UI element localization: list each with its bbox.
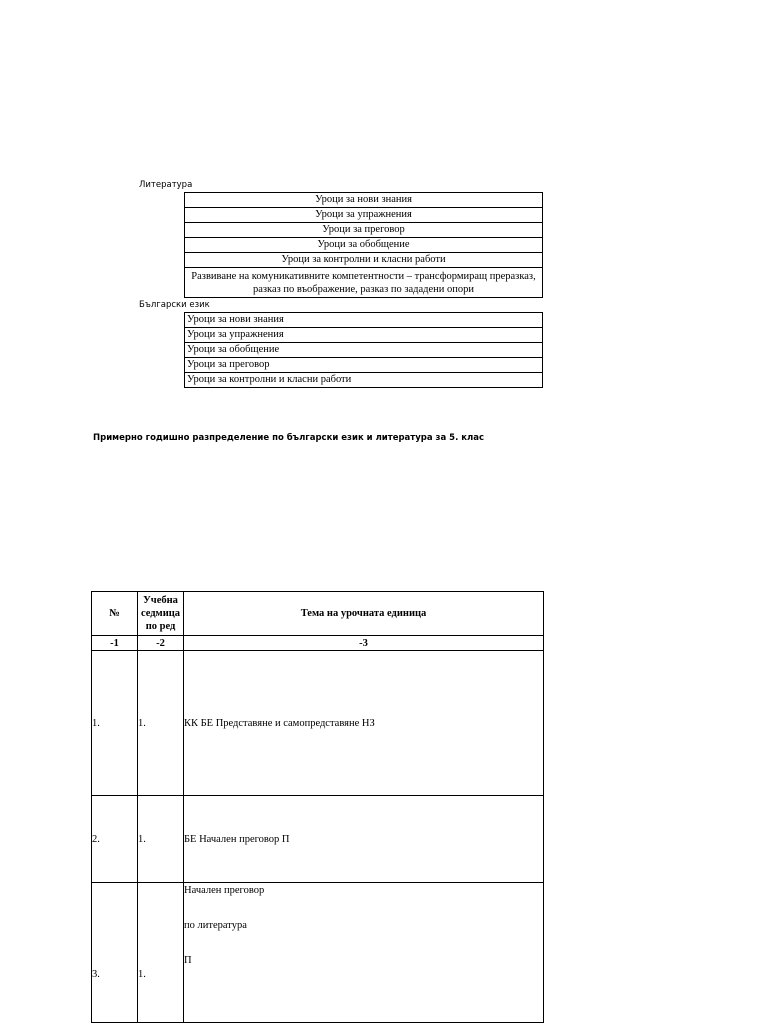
document-title: Примерно годишно разпределение по български език и литература за 5. клас: [93, 433, 485, 443]
literature-item: Уроци за преговор: [185, 223, 543, 238]
table-row: [92, 651, 544, 796]
table-row: [92, 796, 544, 883]
language-item: Уроци за упражнения: [185, 328, 543, 343]
table-row: [92, 883, 544, 1023]
language-item: Уроци за преговор: [185, 358, 543, 373]
column-number: -3: [184, 636, 544, 651]
topic-line: по литература: [184, 920, 247, 931]
row-week: 1.: [138, 796, 184, 883]
row-topic: БЕ Начален преговор П: [184, 796, 544, 883]
literature-item-communicative: Развиване на комуникативните компетентности – трансформиращ преразказ, разказ по въображение, разказ по зададени опори: [185, 268, 543, 298]
literature-item: Уроци за контролни и класни работи: [185, 253, 543, 268]
language-label: Български език: [139, 300, 210, 310]
row-number: 2.: [92, 796, 138, 883]
row-topic: [184, 883, 544, 1023]
topic-line: Начален преговор: [184, 885, 265, 896]
column-number-row: [92, 636, 544, 651]
topic-line: П: [184, 955, 192, 966]
header-topic: Тема на урочната единица: [184, 592, 544, 636]
header-number: №: [92, 592, 138, 636]
column-number: -1: [92, 636, 138, 651]
language-item: Уроци за контролни и класни работи: [185, 373, 543, 388]
column-number: -2: [138, 636, 184, 651]
row-week: 1.: [138, 883, 184, 1023]
literature-label: Литература: [139, 180, 193, 190]
literature-lesson-types-table: [184, 192, 543, 298]
annual-plan-table: [91, 591, 544, 1023]
literature-item: Уроци за обобщение: [185, 238, 543, 253]
literature-item: Уроци за нови знания: [185, 193, 543, 208]
language-item: Уроци за обобщение: [185, 343, 543, 358]
header-week: Учебна седмица по ред: [138, 592, 184, 636]
row-topic: КК БЕ Представяне и самопредставяне НЗ: [184, 651, 544, 796]
language-item: Уроци за нови знания: [185, 313, 543, 328]
language-lesson-types-table: [184, 312, 543, 388]
row-number: 3.: [92, 883, 138, 1023]
table-header-row: [92, 592, 544, 636]
literature-item: Уроци за упражнения: [185, 208, 543, 223]
row-number: 1.: [92, 651, 138, 796]
row-week: 1.: [138, 651, 184, 796]
